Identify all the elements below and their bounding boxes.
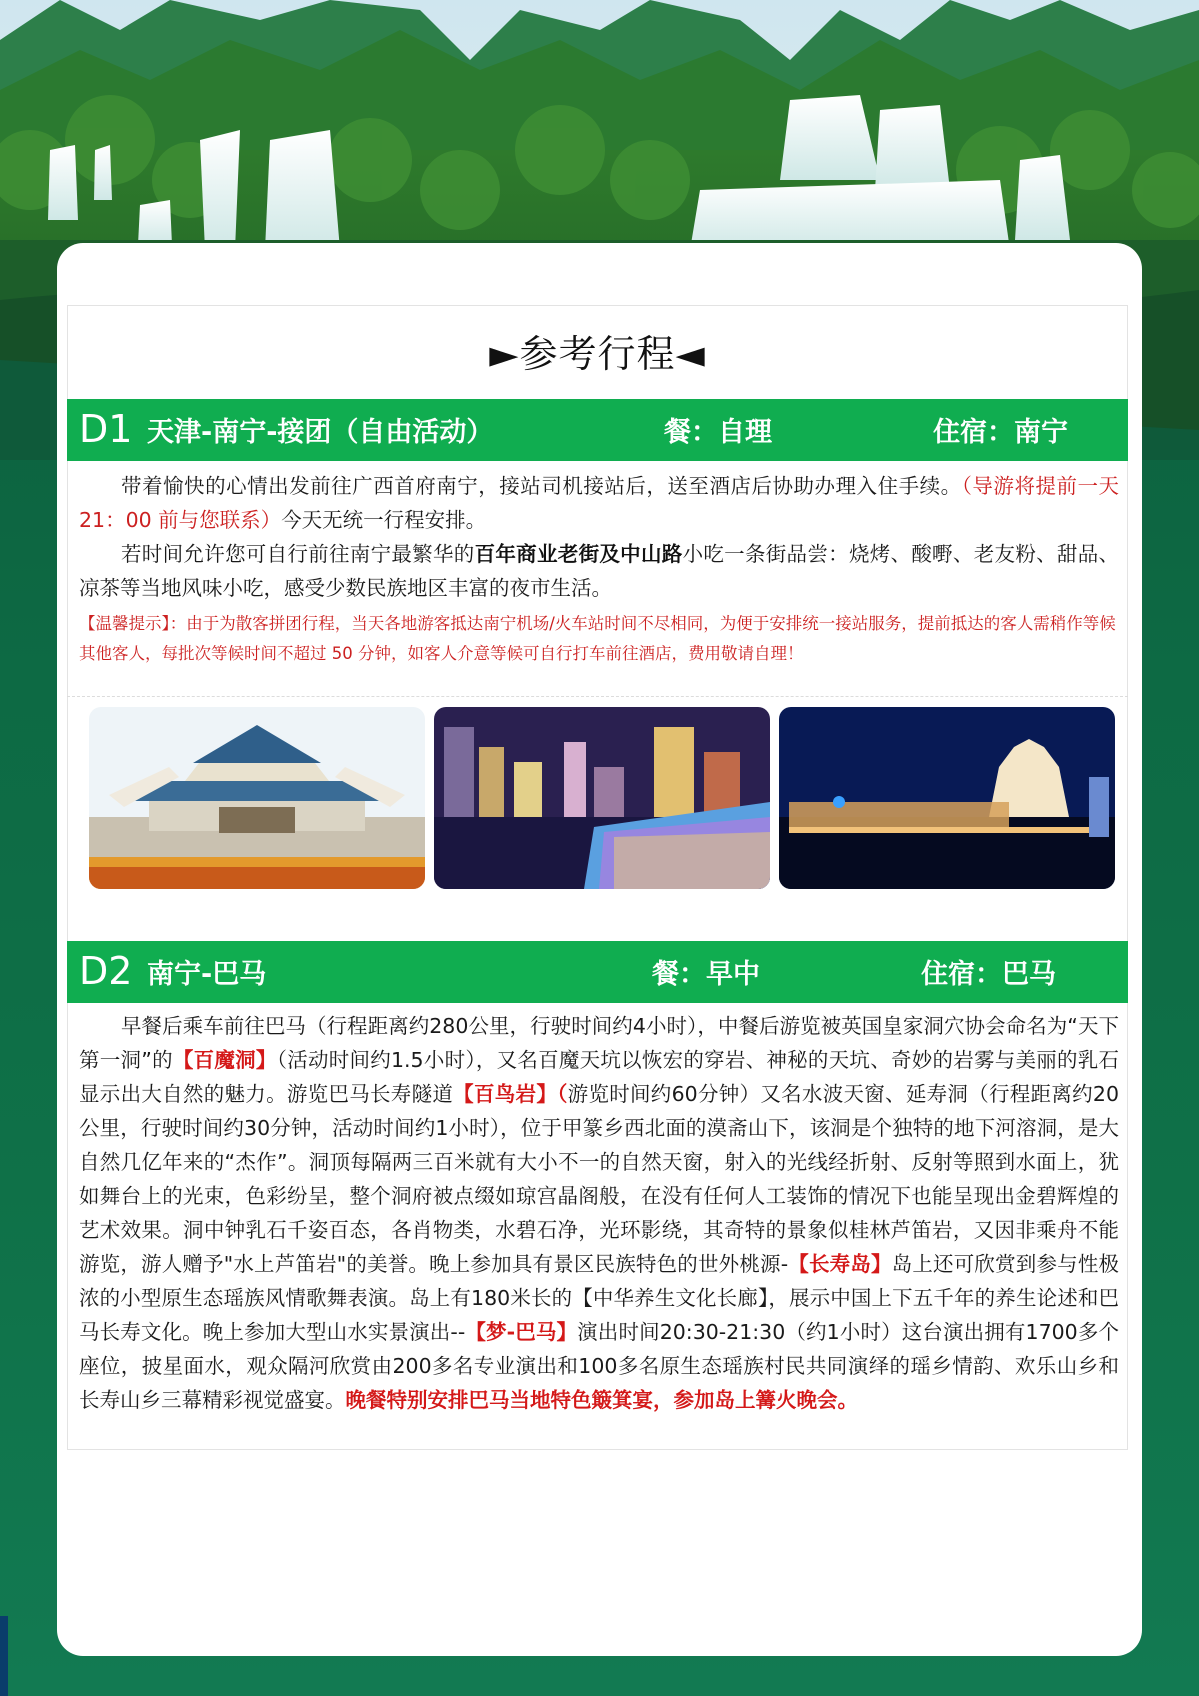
attraction-changshou-island: 【长寿岛】	[788, 1252, 892, 1276]
day-1-header	[67, 399, 1128, 461]
text: 岛上还可欣赏到参与性极浓的小型原生态瑶族风情歌舞表演。岛上有180米长的【中华养生文化长廊】，展示中国上下五千年的养生论述和巴马长寿文化。晚上参加大型山水实景演出--	[79, 1252, 1119, 1344]
day-2-description	[79, 1009, 1119, 1417]
warm-tip: 【温馨提示】：由于为散客拼团行程，当天各地游客抵达南宁机场/火车站时间不尽相同，为便于安排统一接站服务，提前抵达的客人需稍作等候其他客人，每批次等候时间不超过 50 分钟，如客人介意等候可自行打车前往酒店，费用敬请自理！	[79, 614, 1116, 663]
day-meal: 餐：自理	[664, 417, 772, 448]
corner-strip	[0, 1616, 8, 1696]
museum-building-photo	[89, 707, 425, 889]
day-stay: 住宿：南宁	[933, 417, 1068, 448]
text: 演出时间20:30-21:30（约1小时）这台演出拥有1700多个座位，披星面水，观众隔河欣赏由200多名专业演出和100多名原生态瑶族村民共同演绎的瑶乡情韵、欢乐山乡和长寿山乡三幕精彩视觉盛宴。	[79, 1320, 1119, 1412]
text: 小吃一条街品尝：烧烤、酸嘢、老友粉、甜品、凉茶等当地风味小吃，感受少数民族地区丰富的夜市生活。	[79, 542, 1120, 600]
day-1-paragraph-1	[79, 469, 1119, 537]
text: 若时间允许您可自行前往南宁最繁华的	[121, 542, 475, 566]
text: （活动时间约1.5小时），又名百魔天坑以恢宏的穿岩、神秘的天坑、奇妙的岩雾与美丽的乳石显示出大自然的魅力。游览巴马长寿隧道	[79, 1048, 1119, 1106]
city-night-waterfall-photo	[434, 707, 770, 889]
day-1-paragraph-2	[79, 537, 1119, 605]
day-2-paragraph	[79, 1009, 1119, 1417]
attraction-baimo-cave: 【百魔洞】	[172, 1048, 277, 1072]
show-meng-bama: 【梦-巴马】	[465, 1320, 578, 1344]
day-stay: 住宿：巴马	[921, 959, 1056, 990]
dinner-bonfire-note: 晚餐特别安排巴马当地特色簸箕宴，参加岛上篝火晚会。	[345, 1388, 858, 1412]
day-1-description	[79, 469, 1119, 605]
day-route: 天津-南宁-接团（自由活动）	[147, 417, 494, 448]
text: 带着愉快的心情出发前往广西首府南宁，接站司机接站后，送至酒店后协助办理入住手续。	[121, 474, 962, 498]
text: 早餐后乘车前往巴马（行程距离约280公里，行驶时间约4小时），中餐后游览被英国皇家洞穴协会命名为“天下第一洞”的	[79, 1014, 1119, 1072]
highlight-street: 百年商业老街及中山路	[474, 542, 683, 566]
photo-strip	[89, 707, 1106, 889]
guide-contact-note: （导游将提前一天 21：00 前与您联系）	[79, 474, 1120, 532]
itinerary-card	[57, 243, 1142, 1656]
day-route: 南宁-巴马	[147, 959, 267, 990]
day-meal: 餐：早中	[652, 959, 760, 990]
text: 今天无统一行程安排。	[281, 508, 487, 532]
text: 游览时间约60分钟）又名水波天窗、延寿洞（行程距离约20公里，行驶时间约30分钟，活动时间约1小时），位于甲篆乡西北面的漠斋山下，该洞是个独特的地下河溶洞，是大自然几亿年来的“杰作”。洞顶每隔两三百米就有大小不一的自然天窗，射入的光线经折射、反射等照到水面上，犹如舞台上的光束，色彩纷呈，整个洞府被点缀如琼宫晶阁般，在没有任何人工装饰的情况下也能呈现出金碧辉煌的艺术效果。洞中钟乳石千姿百态，各肖物类，水碧石净，光环影绕，其奇特的景象似桂林芦笛岩，又因非乘舟不能游览，游人赠予"水上芦笛岩"的美誉。晚上参加具有景区民族特色的世外桃源-	[79, 1082, 1120, 1276]
divider	[67, 696, 1128, 697]
day-2-header	[67, 941, 1128, 1003]
day-number: D1	[79, 407, 133, 451]
attraction-bainiao-rock: 【百鸟岩】（	[453, 1082, 568, 1106]
convention-center-night-photo	[779, 707, 1115, 889]
page-title: ►参考行程◄	[489, 332, 706, 376]
day-number: D2	[79, 949, 133, 993]
